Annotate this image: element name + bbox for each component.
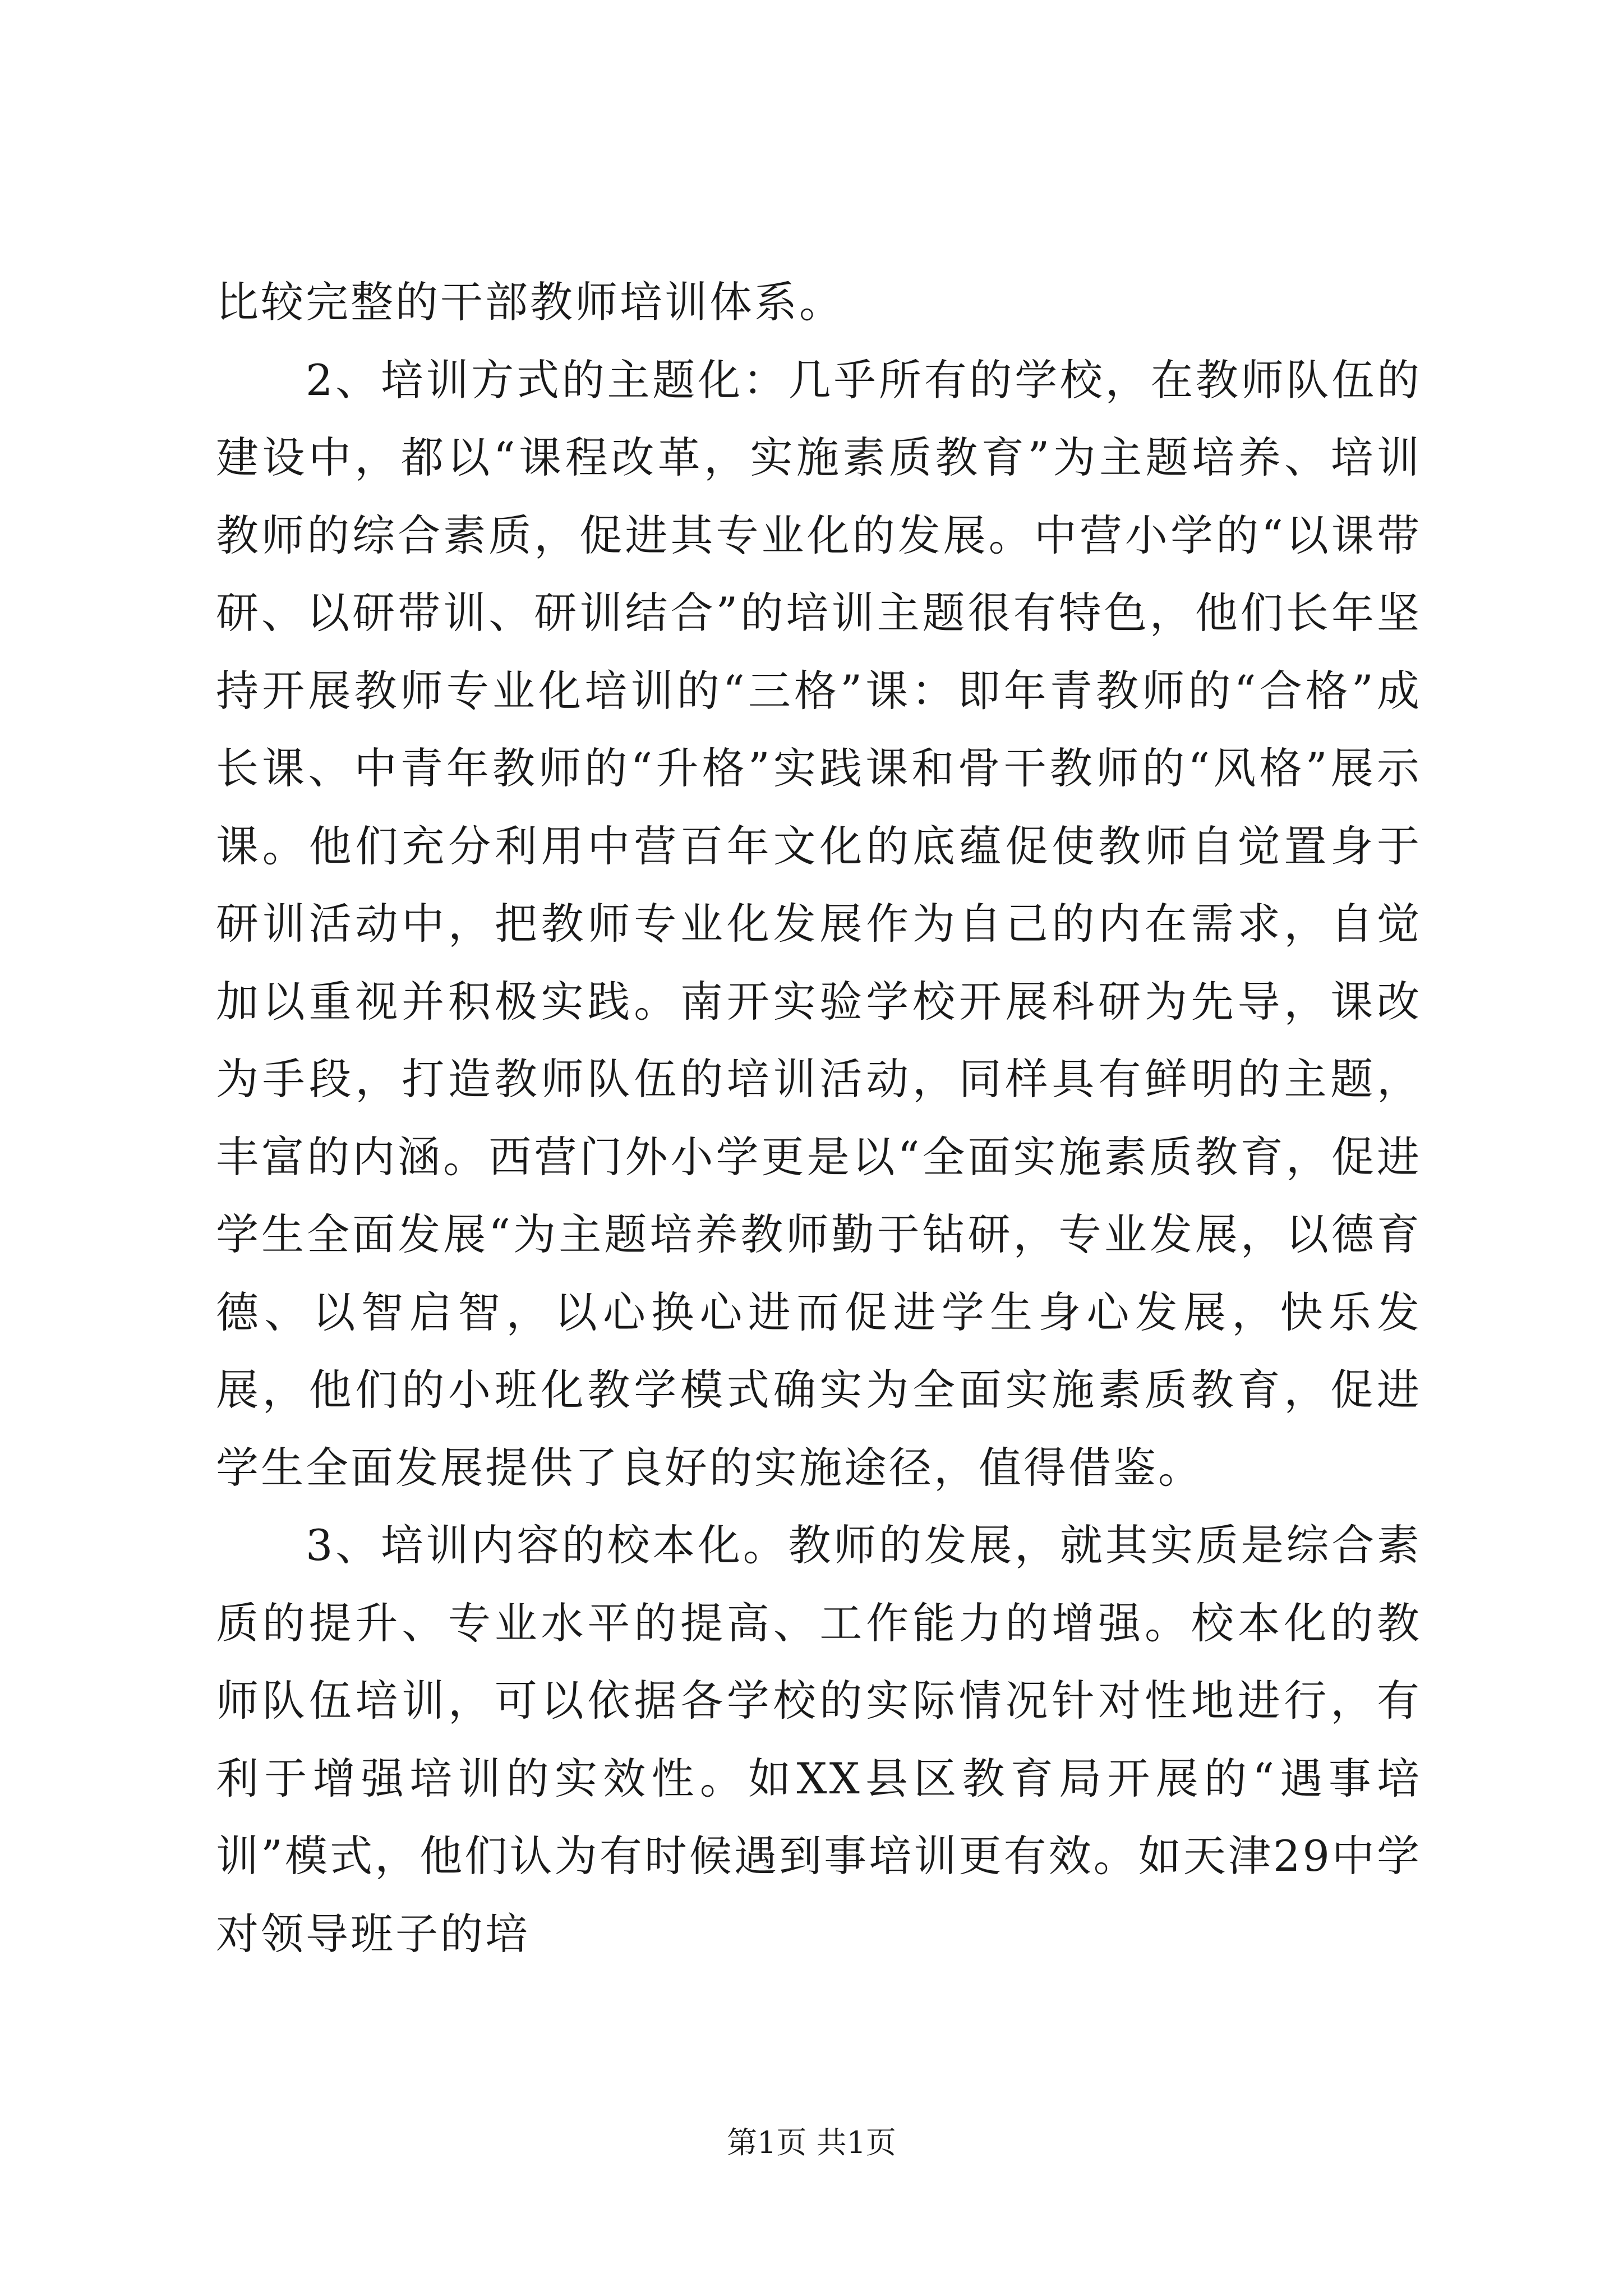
paragraph-3: 3、培训内容的校本化。教师的发展，就其实质是综合素质的提升、专业水平的提高、工作能力的增强。校本化的教师队伍培训，可以依据各学校的实际情况针对性地进行，有利于增强培训的实效性。如XX县区教育局开展的“遇事培训”模式，他们认为有时候遇到事培训更有效。如天津29中学对领导班子的培 [216, 1520, 1422, 1959]
paragraph-2: 2、培训方式的主题化：几乎所有的学校，在教师队伍的建设中，都以“课程改革，实施素质教育”为主题培养、培训教师的综合素质，促进其专业化的发展。中营小学的“以课带研、以研带训、研训结合”的培训主题很有特色，他们长年坚持开展教师专业化培训的“三格”课：即年青教师的“合格”成长课、中青年教师的“升格”实践课和骨干教师的“风格”展示课。他们充分利用中营百年文化的底蕴促使教师自觉置身于研训活动中，把教师专业化发展作为自己的内在需求，自觉加以重视并积极实践。南开实验学校开展科研为先导，课改为手段，打造教师队伍的培训活动，同样具有鲜明的主题，丰富的内涵。西营门外小学更是以“全面实施素质教育，促进学生全面发展“为主题培养教师勤于钻研，专业发展，以德育德、以智启智，以心换心进而促进学生身心发展，快乐发展，他们的小班化教学模式确实为全面实施素质教育，促进学生全面发展提供了良好的实施途径，值得借鉴。 [216, 355, 1422, 1493]
paragraph-1: 比较完整的干部教师培训体系。 [216, 277, 844, 327]
document-body [216, 264, 1422, 1973]
page-footer: 第1页 共1页 [727, 2125, 896, 2160]
